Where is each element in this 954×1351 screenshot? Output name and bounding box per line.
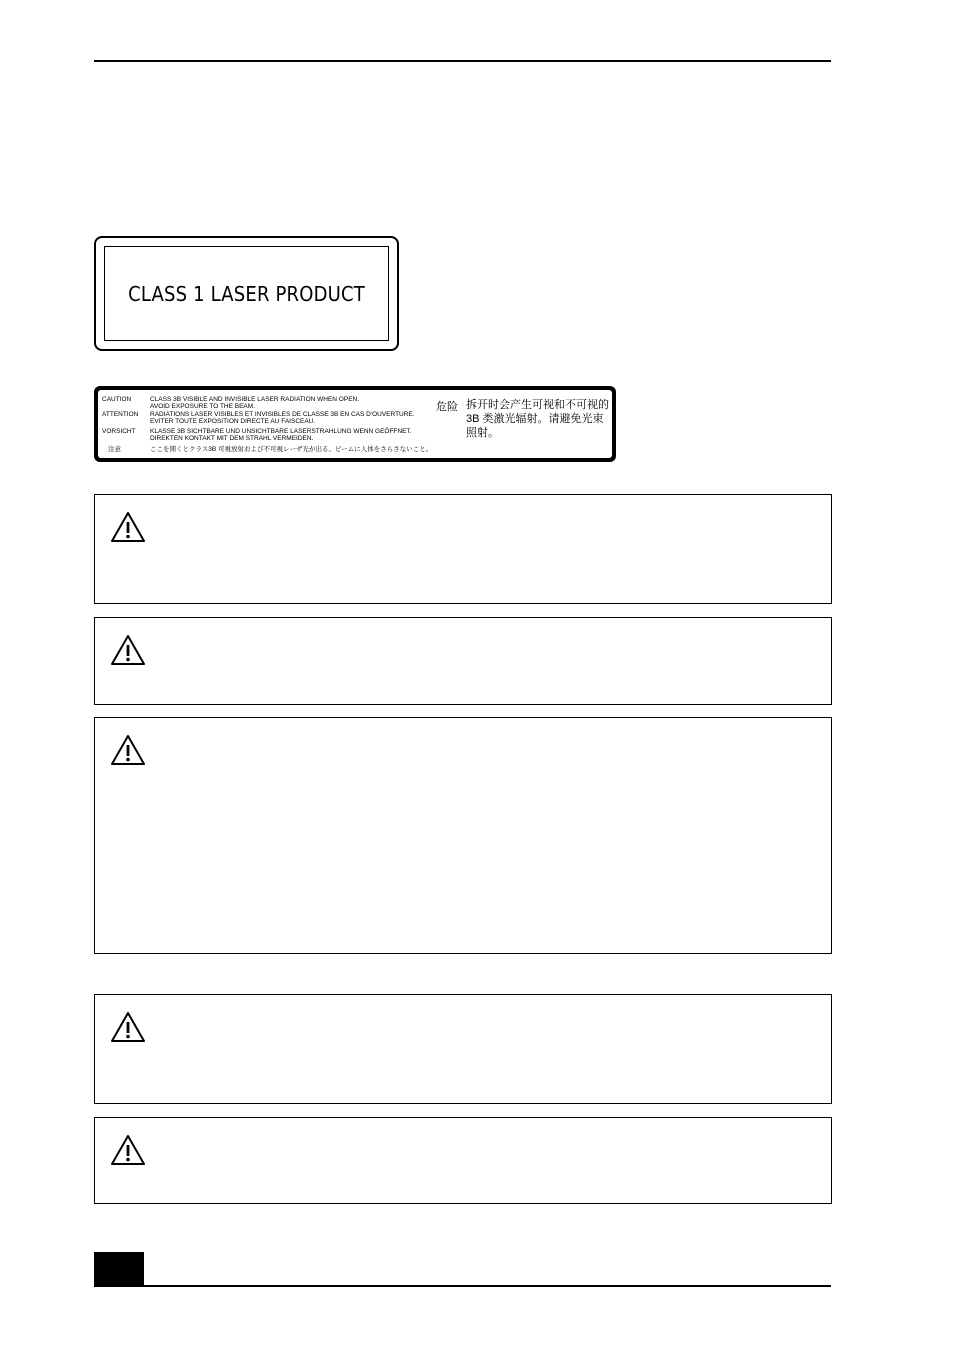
class3b-label-inner xyxy=(98,390,612,458)
label-value-line: CLASS 3B VISIBLE AND INVISIBLE LASER RADIATION WHEN OPEN. xyxy=(150,396,360,403)
warning-triangle-icon xyxy=(110,511,146,543)
warning-triangle-icon xyxy=(110,734,146,766)
label-value xyxy=(150,411,415,425)
class1-label-text: CLASS 1 LASER PRODUCT xyxy=(128,281,365,306)
header-rule xyxy=(94,60,831,62)
label-key: CAUTION xyxy=(102,396,132,403)
label-value xyxy=(150,396,359,410)
label-chinese-value: 拆开时会产生可视和不可视的3B 类激光辐射。请避免光束照射。 xyxy=(466,399,609,439)
label-value-line: EVITER TOUTE EXPOSITION DIRECTE AU FAISCEAU. xyxy=(150,418,316,425)
label-value-line: KLASSE 3B SICHTBARE UND UNSICHTBARE LASERSTRAHLUNG WENN GEÖFFNET. xyxy=(150,428,412,435)
warning-triangle-icon xyxy=(110,634,146,666)
class1-label-inner xyxy=(105,247,388,340)
class1-laser-label xyxy=(94,236,399,351)
footer-rule xyxy=(94,1285,831,1287)
label-value-line: RADIATIONS LASER VISIBLES ET INVISIBLES DE CLASSE 3B EN CAS D'OUVERTURE. xyxy=(150,411,415,418)
warning-triangle-icon xyxy=(110,1011,146,1043)
label-chinese-key: 危险 xyxy=(436,401,458,413)
page-number-tab xyxy=(94,1252,144,1286)
label-value xyxy=(150,428,412,442)
warning-box xyxy=(94,617,832,705)
class3b-laser-label xyxy=(94,386,616,462)
warning-triangle-icon xyxy=(110,1134,146,1166)
warning-box xyxy=(94,994,832,1104)
warning-box xyxy=(94,717,832,954)
warning-box xyxy=(94,494,832,604)
label-key: ATTENTION xyxy=(102,411,139,418)
label-key: VORSICHT xyxy=(102,428,136,435)
label-value: ここを開くとクラス3B 可視放射および不可視レーザ光が出る。ビームに人体をさらさないこと。 xyxy=(150,446,433,453)
label-key: 注意 xyxy=(108,446,121,453)
label-value-line: DIREKTEN KONTAKT MIT DEM STRAHL VERMEIDEN. xyxy=(150,435,314,442)
warning-box xyxy=(94,1117,832,1204)
label-value-line: AVOID EXPOSURE TO THE BEAM. xyxy=(150,403,255,410)
